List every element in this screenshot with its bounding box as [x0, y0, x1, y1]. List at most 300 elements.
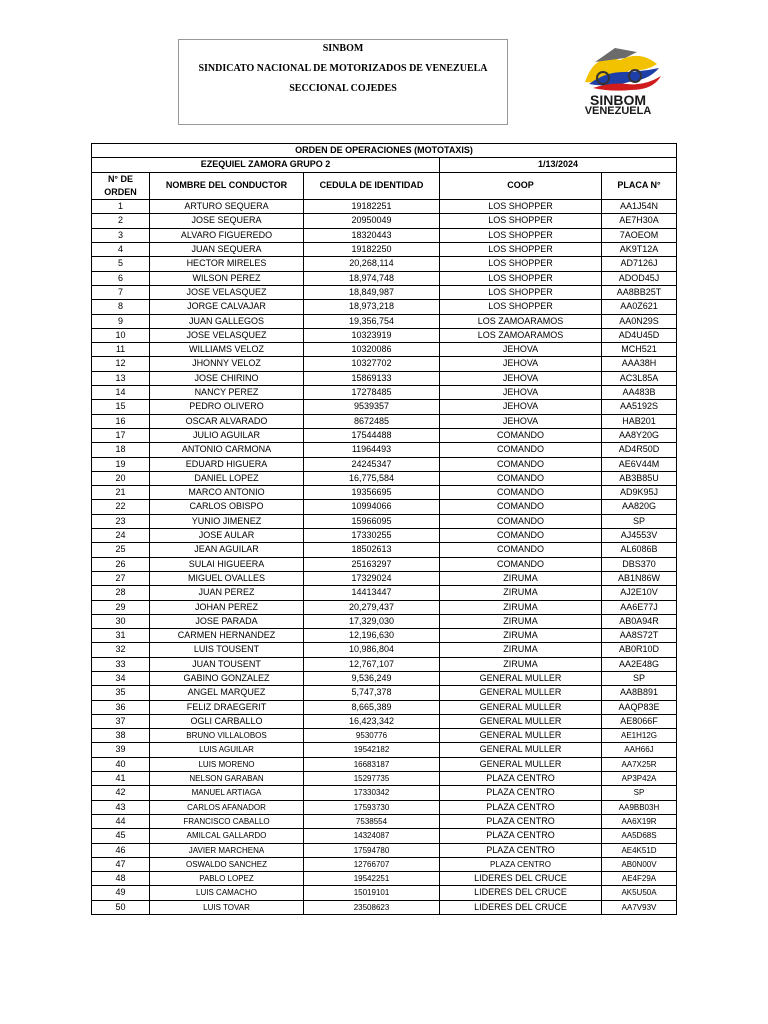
order-number: 29: [92, 600, 150, 614]
order-number: 5: [92, 257, 150, 271]
driver-name: LUIS TOUSENT: [150, 643, 304, 657]
plate-number: AB1N86W: [602, 571, 677, 585]
driver-name: GABINO GONZALEZ: [150, 671, 304, 685]
plate-number: SP: [602, 786, 677, 800]
id-number: 17330255: [304, 529, 440, 543]
driver-name: FELIZ DRAEGERIT: [150, 700, 304, 714]
driver-name: LUIS CAMACHO: [150, 886, 304, 900]
id-number: 8,665,389: [304, 700, 440, 714]
table-row: [92, 500, 677, 514]
id-number: 15869133: [304, 371, 440, 385]
coop-name: GENERAL MULLER: [440, 729, 602, 743]
table-row: [92, 614, 677, 628]
table-row: [92, 357, 677, 371]
driver-name: JULIO AGUILAR: [150, 428, 304, 442]
id-number: 17329024: [304, 571, 440, 585]
id-number: 19542251: [304, 872, 440, 886]
table-row: [92, 228, 677, 242]
driver-name: CARLOS AFANADOR: [150, 800, 304, 814]
coop-name: PLAZA CENTRO: [440, 843, 602, 857]
coop-name: ZIRUMA: [440, 657, 602, 671]
table-row: [92, 686, 677, 700]
plate-number: SP: [602, 514, 677, 528]
coop-name: LIDERES DEL CRUCE: [440, 900, 602, 914]
plate-number: AE6V44M: [602, 457, 677, 471]
table-row: [92, 671, 677, 685]
table-row: [92, 386, 677, 400]
coop-name: PLAZA CENTRO: [440, 800, 602, 814]
order-number: 20: [92, 471, 150, 485]
driver-name: JOSE VELASQUEZ: [150, 285, 304, 299]
coop-name: COMANDO: [440, 486, 602, 500]
id-number: 23508623: [304, 900, 440, 914]
order-number: 1: [92, 200, 150, 214]
table-row: [92, 557, 677, 571]
driver-name: EDUARD HIGUERA: [150, 457, 304, 471]
table-row: [92, 571, 677, 585]
coop-name: GENERAL MULLER: [440, 743, 602, 757]
plate-number: AA6E77J: [602, 600, 677, 614]
plate-number: AA0N29S: [602, 314, 677, 328]
table-row: [92, 800, 677, 814]
id-number: 24245347: [304, 457, 440, 471]
order-number: 27: [92, 571, 150, 585]
order-number: 6: [92, 271, 150, 285]
org-acronym: SINBOM: [322, 43, 364, 54]
id-number: 11964493: [304, 443, 440, 457]
id-number: 17594780: [304, 843, 440, 857]
plate-number: AA7X25R: [602, 757, 677, 771]
order-number: 32: [92, 643, 150, 657]
coop-name: COMANDO: [440, 443, 602, 457]
id-number: 19182251: [304, 200, 440, 214]
plate-number: AA5192S: [602, 400, 677, 414]
coop-name: LOS SHOPPER: [440, 257, 602, 271]
driver-name: ARTURO SEQUERA: [150, 200, 304, 214]
driver-name: JAVIER MARCHENA: [150, 843, 304, 857]
plate-number: AK5U50A: [602, 886, 677, 900]
table-row: [92, 443, 677, 457]
coop-name: JEHOVA: [440, 357, 602, 371]
id-number: 8672485: [304, 414, 440, 428]
sinbom-logo: [575, 42, 665, 122]
driver-name: JHONNY VELOZ: [150, 357, 304, 371]
table-row: [92, 600, 677, 614]
table-row: [92, 457, 677, 471]
id-number: 20950049: [304, 214, 440, 228]
driver-name: SULAI HIGUEERA: [150, 557, 304, 571]
order-number: 7: [92, 285, 150, 299]
plate-number: AJ4553V: [602, 529, 677, 543]
id-number: 25163297: [304, 557, 440, 571]
table-row: [92, 328, 677, 342]
driver-name: JOHAN PEREZ: [150, 600, 304, 614]
coop-name: COMANDO: [440, 543, 602, 557]
driver-name: MANUEL ARTIAGA: [150, 786, 304, 800]
driver-name: CARLOS OBISPO: [150, 500, 304, 514]
plate-number: AB0A94R: [602, 614, 677, 628]
coop-name: JEHOVA: [440, 343, 602, 357]
plate-number: AD7126J: [602, 257, 677, 271]
table-row: [92, 700, 677, 714]
col-header-coop: COOP: [440, 172, 602, 200]
driver-name: JUAN TOUSENT: [150, 657, 304, 671]
coop-name: PLAZA CENTRO: [440, 772, 602, 786]
id-number: 17330342: [304, 786, 440, 800]
plate-number: MCH521: [602, 343, 677, 357]
plate-number: AAQP83E: [602, 700, 677, 714]
order-number: 19: [92, 457, 150, 471]
table-row: [92, 643, 677, 657]
group-label: EZEQUIEL ZAMORA GRUPO 2: [92, 158, 440, 172]
col-header-order: N° DE ORDEN: [92, 172, 150, 200]
coop-name: ZIRUMA: [440, 600, 602, 614]
driver-name: BRUNO VILLALOBOS: [150, 729, 304, 743]
plate-number: AC3L85A: [602, 371, 677, 385]
table-row: [92, 214, 677, 228]
order-number: 17: [92, 428, 150, 442]
id-number: 15966095: [304, 514, 440, 528]
coop-name: LIDERES DEL CRUCE: [440, 872, 602, 886]
plate-number: AE8066F: [602, 714, 677, 728]
id-number: 20,279,437: [304, 600, 440, 614]
driver-name: AMILCAL GALLARDO: [150, 829, 304, 843]
id-number: 16,423,342: [304, 714, 440, 728]
coop-name: ZIRUMA: [440, 614, 602, 628]
driver-name: PABLO LOPEZ: [150, 872, 304, 886]
table-row: [92, 371, 677, 385]
id-number: 14324087: [304, 829, 440, 843]
id-number: 19542182: [304, 743, 440, 757]
table-row: [92, 314, 677, 328]
driver-name: JOSE VELASQUEZ: [150, 328, 304, 342]
id-number: 14413447: [304, 586, 440, 600]
coop-name: ZIRUMA: [440, 571, 602, 585]
coop-name: JEHOVA: [440, 386, 602, 400]
table-row: [92, 486, 677, 500]
driver-name: PEDRO OLIVERO: [150, 400, 304, 414]
order-number: 47: [92, 857, 150, 871]
order-number: 45: [92, 829, 150, 843]
plate-number: 7AOEOM: [602, 228, 677, 242]
id-number: 18,849,987: [304, 285, 440, 299]
order-number: 3: [92, 228, 150, 242]
order-number: 37: [92, 714, 150, 728]
driver-name: JUAN SEQUERA: [150, 243, 304, 257]
table-row: [92, 814, 677, 828]
id-number: 18320443: [304, 228, 440, 242]
plate-number: AA8S72T: [602, 629, 677, 643]
logo-text-venezuela: VENEZUELA: [584, 105, 652, 117]
coop-name: LOS SHOPPER: [440, 271, 602, 285]
table-row: [92, 200, 677, 214]
id-number: 20,268,114: [304, 257, 440, 271]
id-number: 7538554: [304, 814, 440, 828]
plate-number: AJ2E10V: [602, 586, 677, 600]
table-row: [92, 886, 677, 900]
plate-number: AA7V93V: [602, 900, 677, 914]
driver-name: JUAN PEREZ: [150, 586, 304, 600]
coop-name: COMANDO: [440, 428, 602, 442]
table-row: [92, 285, 677, 299]
col-header-driver: NOMBRE DEL CONDUCTOR: [150, 172, 304, 200]
plate-number: ADOD45J: [602, 271, 677, 285]
plate-number: AE7H30A: [602, 214, 677, 228]
col-header-id: CEDULA DE IDENTIDAD: [304, 172, 440, 200]
coop-name: PLAZA CENTRO: [440, 786, 602, 800]
order-number: 46: [92, 843, 150, 857]
table-row: [92, 514, 677, 528]
order-number: 11: [92, 343, 150, 357]
order-number: 33: [92, 657, 150, 671]
letterhead-box: [178, 39, 508, 125]
table-row: [92, 257, 677, 271]
order-number: 18: [92, 443, 150, 457]
table-row: [92, 271, 677, 285]
order-number: 41: [92, 772, 150, 786]
plate-number: AP3P42A: [602, 772, 677, 786]
coop-name: COMANDO: [440, 529, 602, 543]
col-header-plate: PLACA N°: [602, 172, 677, 200]
table-row: [92, 629, 677, 643]
table-row: [92, 714, 677, 728]
table-row: [92, 786, 677, 800]
id-number: 9530776: [304, 729, 440, 743]
table-row: [92, 586, 677, 600]
table-row: [92, 300, 677, 314]
id-number: 17,329,030: [304, 614, 440, 628]
order-number: 25: [92, 543, 150, 557]
id-number: 19,356,754: [304, 314, 440, 328]
plate-number: AB0R10D: [602, 643, 677, 657]
order-number: 16: [92, 414, 150, 428]
order-number: 8: [92, 300, 150, 314]
id-number: 10327702: [304, 357, 440, 371]
plate-number: AE1H12G: [602, 729, 677, 743]
driver-name: JOSE CHIRINO: [150, 371, 304, 385]
order-number: 39: [92, 743, 150, 757]
plate-number: AK9T12A: [602, 243, 677, 257]
order-number: 48: [92, 872, 150, 886]
driver-name: MIGUEL OVALLES: [150, 571, 304, 585]
table-row: [92, 543, 677, 557]
plate-number: AA6X19R: [602, 814, 677, 828]
coop-name: COMANDO: [440, 557, 602, 571]
driver-name: JOSE AULAR: [150, 529, 304, 543]
plate-number: AA8BB25T: [602, 285, 677, 299]
id-number: 10994066: [304, 500, 440, 514]
table-subheader-row: [92, 158, 677, 172]
driver-name: FRANCISCO CABALLO: [150, 814, 304, 828]
id-number: 19356695: [304, 486, 440, 500]
coop-name: LOS ZAMOARAMOS: [440, 328, 602, 342]
id-number: 17278485: [304, 386, 440, 400]
operations-table: [91, 143, 677, 915]
driver-name: WILSON PEREZ: [150, 271, 304, 285]
plate-number: AA9BB03H: [602, 800, 677, 814]
table-row: [92, 843, 677, 857]
order-number: 14: [92, 386, 150, 400]
order-number: 49: [92, 886, 150, 900]
table-row: [92, 757, 677, 771]
coop-name: GENERAL MULLER: [440, 671, 602, 685]
order-number: 30: [92, 614, 150, 628]
table-row: [92, 414, 677, 428]
coop-name: ZIRUMA: [440, 629, 602, 643]
table-row: [92, 400, 677, 414]
table-row: [92, 529, 677, 543]
order-number: 31: [92, 629, 150, 643]
coop-name: ZIRUMA: [440, 643, 602, 657]
coop-name: ZIRUMA: [440, 586, 602, 600]
driver-name: OSCAR ALVARADO: [150, 414, 304, 428]
table-row: [92, 243, 677, 257]
driver-name: ANTONIO CARMONA: [150, 443, 304, 457]
driver-name: LUIS TOVAR: [150, 900, 304, 914]
driver-name: JOSE SEQUERA: [150, 214, 304, 228]
plate-number: AA0Z621: [602, 300, 677, 314]
driver-name: NELSON GARABAN: [150, 772, 304, 786]
id-number: 16,775,584: [304, 471, 440, 485]
order-number: 38: [92, 729, 150, 743]
coop-name: COMANDO: [440, 457, 602, 471]
coop-name: GENERAL MULLER: [440, 757, 602, 771]
driver-name: NANCY PEREZ: [150, 386, 304, 400]
id-number: 9539357: [304, 400, 440, 414]
order-number: 34: [92, 671, 150, 685]
id-number: 18502613: [304, 543, 440, 557]
id-number: 12,767,107: [304, 657, 440, 671]
driver-name: OGLI CARBALLO: [150, 714, 304, 728]
plate-number: HAB201: [602, 414, 677, 428]
table-row: [92, 657, 677, 671]
table-row: [92, 729, 677, 743]
id-number: 12,196,630: [304, 629, 440, 643]
order-number: 40: [92, 757, 150, 771]
driver-name: WILLIAMS VELOZ: [150, 343, 304, 357]
column-header-row: [92, 172, 677, 200]
driver-name: CARMEN HERNANDEZ: [150, 629, 304, 643]
id-number: 19182250: [304, 243, 440, 257]
id-number: 10323919: [304, 328, 440, 342]
coop-name: COMANDO: [440, 471, 602, 485]
id-number: 10,986,804: [304, 643, 440, 657]
id-number: 9,536,249: [304, 671, 440, 685]
plate-number: AB0N00V: [602, 857, 677, 871]
order-number: 4: [92, 243, 150, 257]
order-number: 22: [92, 500, 150, 514]
driver-name: ANGEL MARQUEZ: [150, 686, 304, 700]
order-number: 36: [92, 700, 150, 714]
plate-number: AE4F29A: [602, 872, 677, 886]
driver-name: JORGE CALVAJAR: [150, 300, 304, 314]
plate-number: AL6086B: [602, 543, 677, 557]
order-number: 42: [92, 786, 150, 800]
table-row: [92, 829, 677, 843]
table-row: [92, 743, 677, 757]
plate-number: AA1J54N: [602, 200, 677, 214]
driver-name: HECTOR MIRELES: [150, 257, 304, 271]
order-number: 50: [92, 900, 150, 914]
order-number: 9: [92, 314, 150, 328]
table-title-row: [92, 144, 677, 158]
coop-name: LOS SHOPPER: [440, 214, 602, 228]
order-number: 24: [92, 529, 150, 543]
plate-number: AD4U45D: [602, 328, 677, 342]
coop-name: LOS SHOPPER: [440, 228, 602, 242]
id-number: 12766707: [304, 857, 440, 871]
coop-name: PLAZA CENTRO: [440, 857, 602, 871]
driver-name: LUIS AGUILAR: [150, 743, 304, 757]
id-number: 17593730: [304, 800, 440, 814]
coop-name: JEHOVA: [440, 371, 602, 385]
plate-number: AE4K51D: [602, 843, 677, 857]
org-name: SINDICATO NACIONAL DE MOTORIZADOS DE VENEZUELA: [198, 63, 488, 74]
id-number: 15019101: [304, 886, 440, 900]
driver-name: JEAN AGUILAR: [150, 543, 304, 557]
id-number: 16683187: [304, 757, 440, 771]
plate-number: AAA38H: [602, 357, 677, 371]
plate-number: AA5D68S: [602, 829, 677, 843]
table-row: [92, 857, 677, 871]
id-number: 15297735: [304, 772, 440, 786]
plate-number: AA483B: [602, 386, 677, 400]
plate-number: AAH66J: [602, 743, 677, 757]
order-number: 12: [92, 357, 150, 371]
coop-name: JEHOVA: [440, 400, 602, 414]
driver-name: MARCO ANTONIO: [150, 486, 304, 500]
driver-name: ALVARO FIGUEREDO: [150, 228, 304, 242]
coop-name: LOS SHOPPER: [440, 300, 602, 314]
driver-name: JUAN GALLEGOS: [150, 314, 304, 328]
order-number: 44: [92, 814, 150, 828]
coop-name: LOS SHOPPER: [440, 243, 602, 257]
coop-name: COMANDO: [440, 514, 602, 528]
order-number: 35: [92, 686, 150, 700]
coop-name: JEHOVA: [440, 414, 602, 428]
order-number: 2: [92, 214, 150, 228]
plate-number: AD9K95J: [602, 486, 677, 500]
plate-number: AA2E48G: [602, 657, 677, 671]
coop-name: PLAZA CENTRO: [440, 814, 602, 828]
date-label: 1/13/2024: [440, 158, 677, 172]
driver-name: DANIEL LOPEZ: [150, 471, 304, 485]
plate-number: SP: [602, 671, 677, 685]
id-number: 5,747,378: [304, 686, 440, 700]
id-number: 18,973,218: [304, 300, 440, 314]
order-number: 10: [92, 328, 150, 342]
table-row: [92, 900, 677, 914]
coop-name: PLAZA CENTRO: [440, 829, 602, 843]
id-number: 17544488: [304, 428, 440, 442]
table-row: [92, 471, 677, 485]
motorcycle-flag-emblem-icon: [575, 42, 665, 94]
table-title: ORDEN DE OPERACIONES (MOTOTAXIS): [92, 144, 677, 158]
plate-number: AD4R50D: [602, 443, 677, 457]
order-number: 21: [92, 486, 150, 500]
driver-name: YUNIO JIMENEZ: [150, 514, 304, 528]
logo-text-sinbom: SINBOM: [590, 92, 646, 108]
plate-number: AA8B891: [602, 686, 677, 700]
order-number: 28: [92, 586, 150, 600]
coop-name: GENERAL MULLER: [440, 714, 602, 728]
table-row: [92, 428, 677, 442]
plate-number: DBS370: [602, 557, 677, 571]
table-row: [92, 343, 677, 357]
coop-name: LIDERES DEL CRUCE: [440, 886, 602, 900]
coop-name: GENERAL MULLER: [440, 686, 602, 700]
coop-name: GENERAL MULLER: [440, 700, 602, 714]
